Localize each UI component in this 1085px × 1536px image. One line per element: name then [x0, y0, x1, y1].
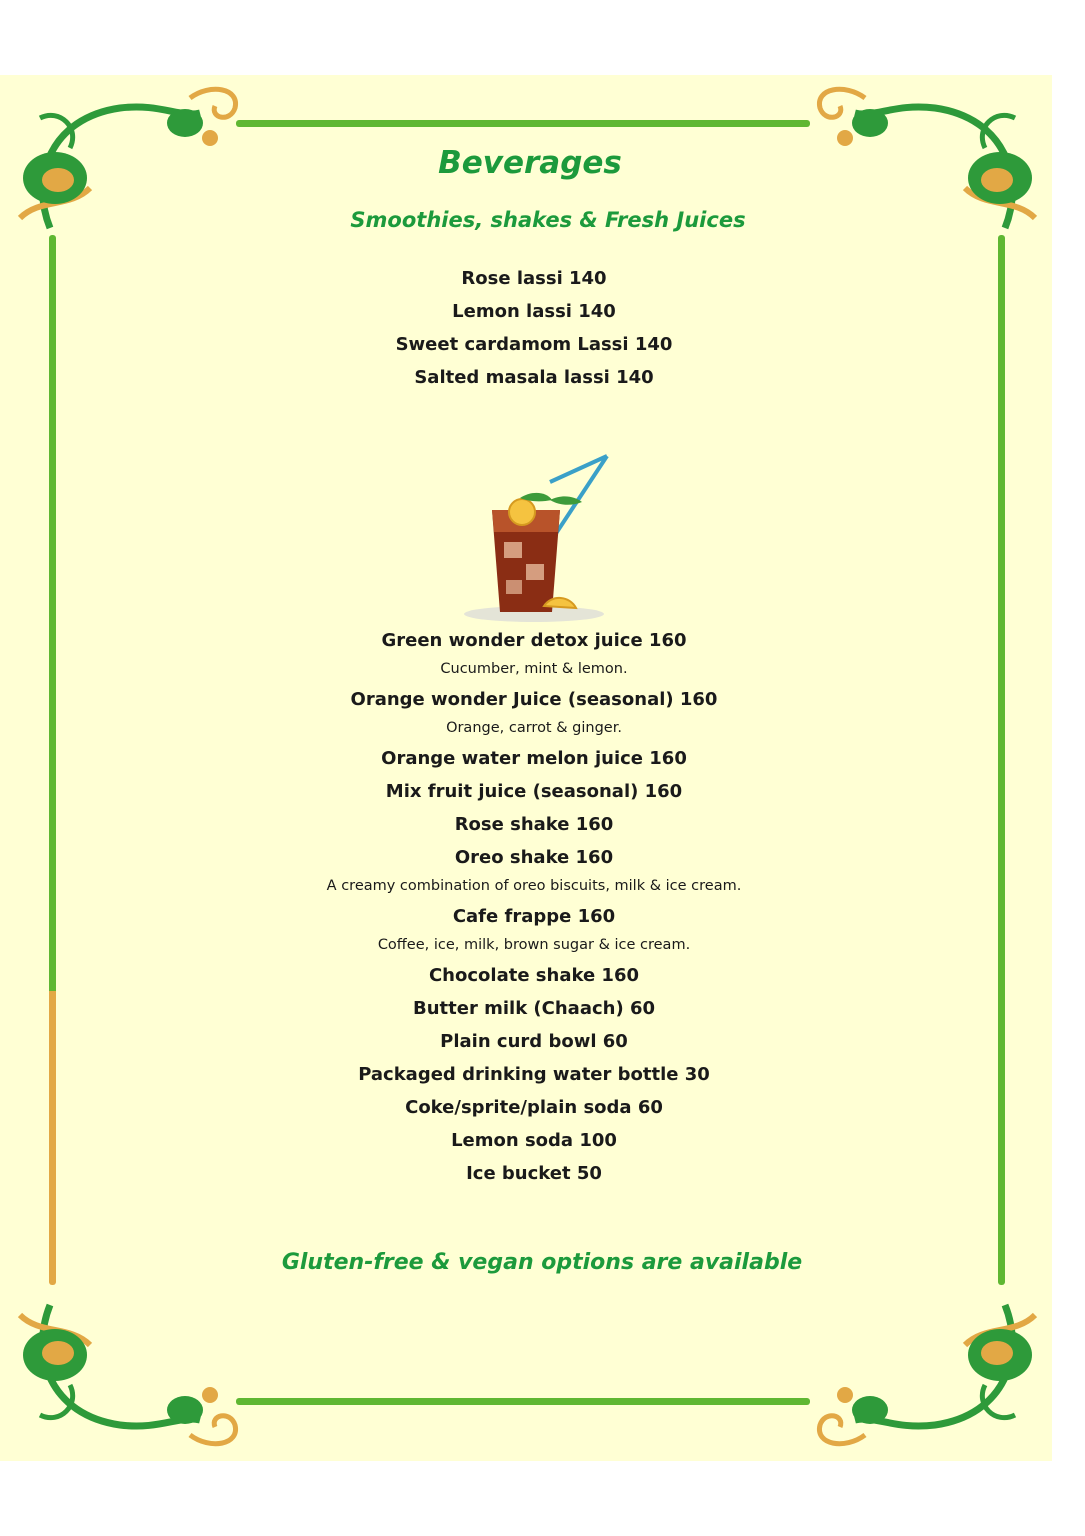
footer-note: Gluten-free & vegan options are available: [281, 1250, 803, 1275]
menu-item: Sweet cardamom Lassi 140: [395, 334, 673, 355]
frame-bottom-line: [236, 1398, 810, 1405]
corner-ornament-bottom-right: [805, 1285, 1045, 1455]
menu-item: Packaged drinking water bottle 30: [358, 1064, 710, 1085]
menu-item: Lemon lassi 140: [452, 301, 616, 322]
menu-item: Mix fruit juice (seasonal) 160: [385, 781, 683, 802]
menu-subtitle: Smoothies, shakes & Fresh Juices: [350, 208, 746, 232]
iced-tea-glass-icon: [452, 452, 617, 632]
menu-item: Ice bucket 50: [466, 1163, 602, 1184]
menu-item: Rose shake 160: [454, 814, 614, 835]
menu-item: Plain curd bowl 60: [440, 1031, 628, 1052]
menu-item-description: Orange, carrot & ginger.: [446, 720, 622, 736]
menu-item: Oreo shake 160: [454, 847, 614, 868]
menu-item: Coke/sprite/plain soda 60: [405, 1097, 663, 1118]
menu-item-description: A creamy combination of oreo biscuits, milk & ice cream.: [326, 878, 742, 894]
menu-item: Rose lassi 140: [461, 268, 607, 289]
menu-item: Green wonder detox juice 160: [381, 630, 687, 651]
lassi-list: [0, 262, 1068, 394]
corner-ornament-bottom-left: [10, 1285, 250, 1455]
menu-item: Cafe frappe 160: [452, 906, 616, 927]
menu-item-description: Coffee, ice, milk, brown sugar & ice cream.: [377, 937, 691, 953]
menu-item: Chocolate shake 160: [428, 965, 640, 986]
menu-item-description: Cucumber, mint & lemon.: [440, 661, 628, 677]
menu-item: Orange water melon juice 160: [381, 748, 687, 769]
menu-item: Lemon soda 100: [451, 1130, 617, 1151]
menu-item: Salted masala lassi 140: [414, 367, 654, 388]
menu-title: Beverages: [438, 145, 622, 181]
beverage-list: [0, 624, 1068, 1190]
menu-item: Orange wonder Juice (seasonal) 160: [350, 689, 718, 710]
frame-top-line: [236, 120, 810, 127]
menu-item: Butter milk (Chaach) 60: [413, 998, 655, 1019]
